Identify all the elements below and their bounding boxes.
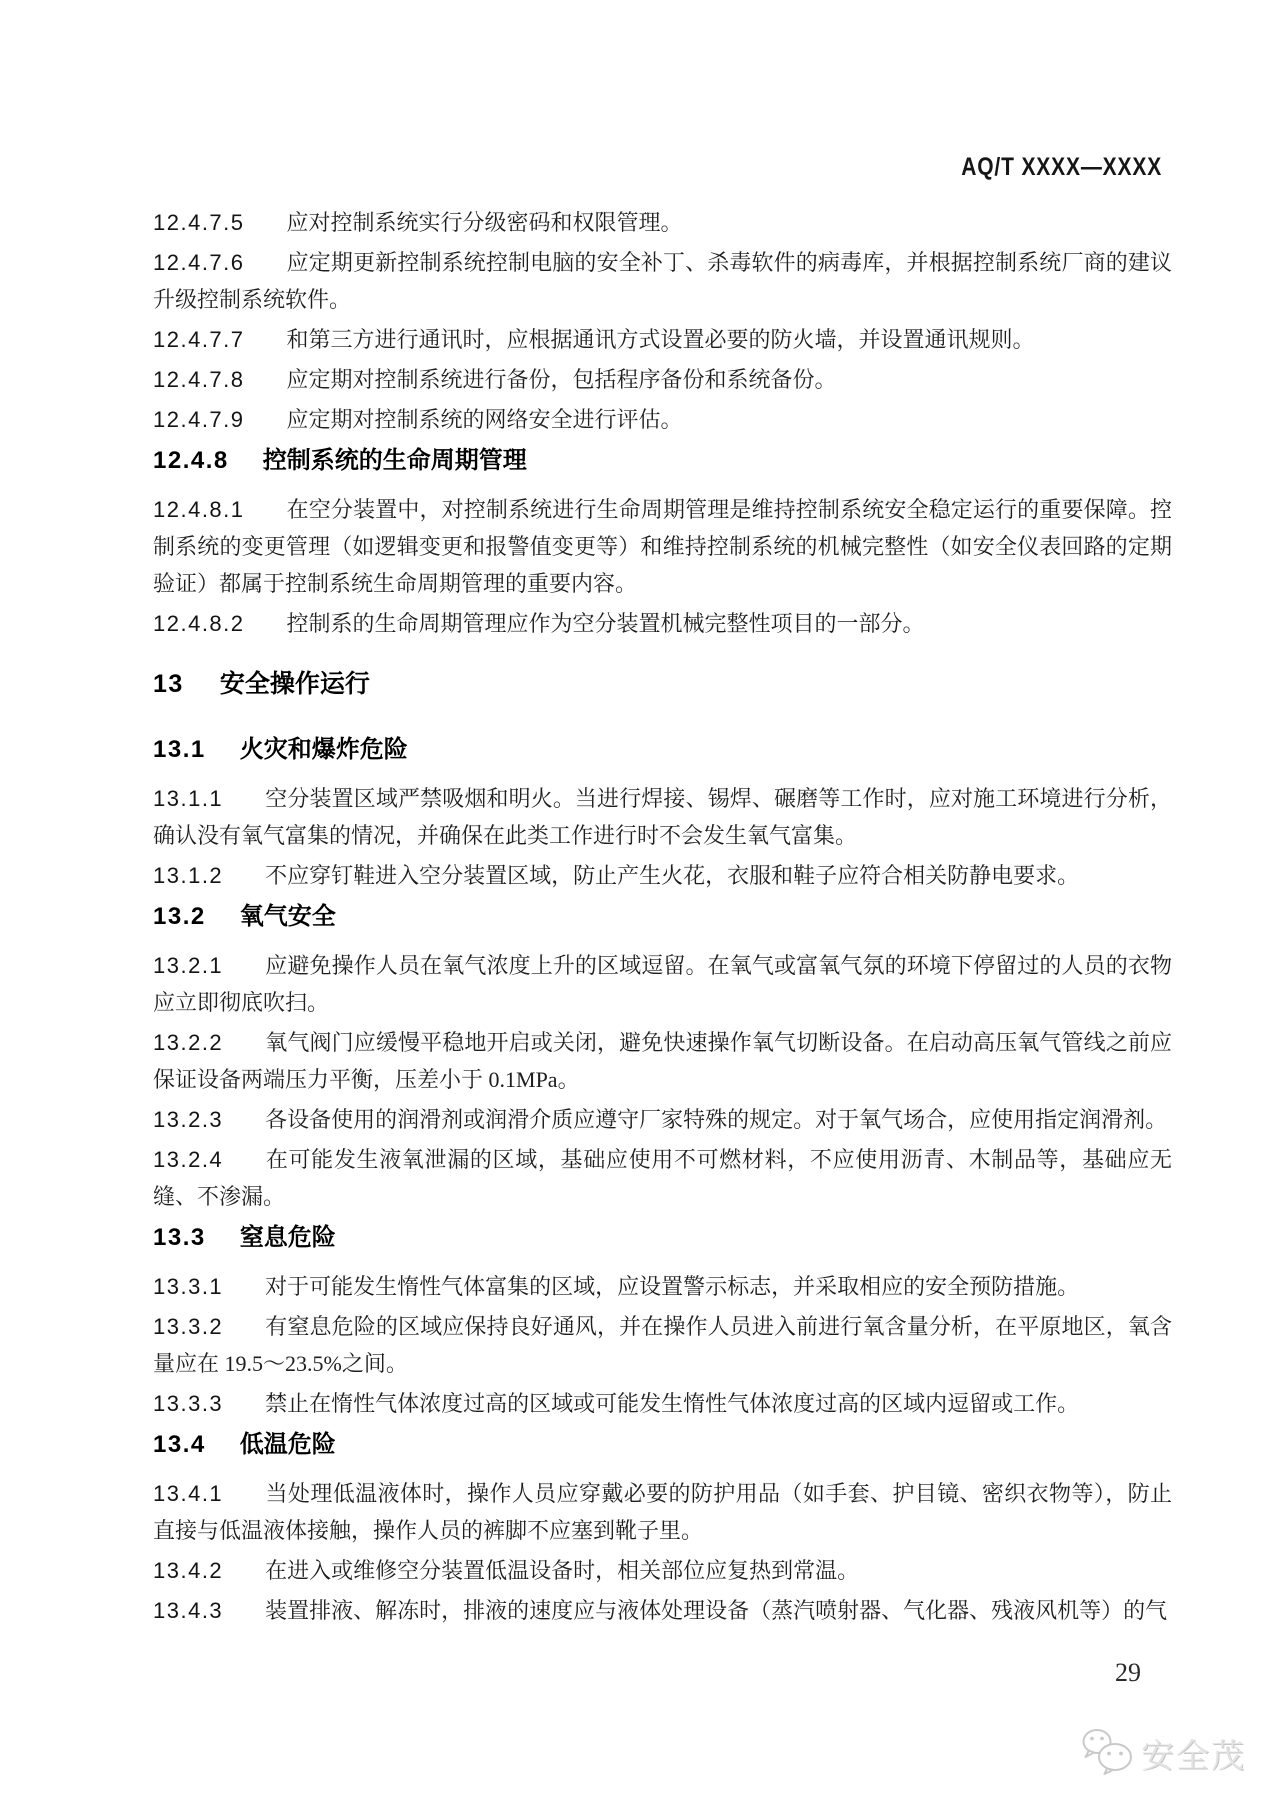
clause-number: 13.1 xyxy=(153,736,206,763)
clause-number: 13.1.2 xyxy=(153,863,224,888)
clause-text: 安全操作运行 xyxy=(219,670,370,698)
clause-number: 12.4.8.2 xyxy=(153,611,245,636)
clause-text: 不应穿钉鞋进入空分装置区域，防止产生火花，衣服和鞋子应符合相关防静电要求。 xyxy=(265,863,1080,888)
clause-number: 12.4.7.6 xyxy=(153,250,245,275)
clause-number: 13.2.2 xyxy=(153,1030,224,1055)
clause-paragraph xyxy=(153,1024,1172,1098)
watermark-text: 安全茂 xyxy=(1141,1737,1246,1774)
clause-number: 13.3.3 xyxy=(153,1391,224,1416)
clause-text: 在可能发生液氧泄漏的区域，基础应使用不可燃材料，不应使用沥青、木制品等，基础应无缝、不渗漏。 xyxy=(153,1147,1172,1209)
clause-number: 13.3.2 xyxy=(153,1314,224,1339)
clause-number: 13.4.3 xyxy=(153,1598,224,1623)
clause-number: 13 xyxy=(153,670,184,698)
clause-number: 13.2.4 xyxy=(153,1147,224,1172)
clause-paragraph xyxy=(153,491,1172,602)
clause-paragraph xyxy=(153,1141,1172,1215)
clause-number: 13.1.1 xyxy=(153,786,224,811)
section-heading xyxy=(153,1426,1172,1463)
clause-text: 对于可能发生惰性气体富集的区域，应设置警示标志，并采取相应的安全预防措施。 xyxy=(265,1274,1080,1299)
clause-text: 应定期对控制系统的网络安全进行评估。 xyxy=(286,407,683,432)
clause-paragraph xyxy=(153,1308,1172,1382)
clause-number: 12.4.7.8 xyxy=(153,367,245,392)
clause-number: 12.4.7.7 xyxy=(153,327,245,352)
clause-text: 当处理低温液体时，操作人员应穿戴必要的防护用品（如手套、护目镜、密织衣物等），防止直接与低温液体接触，操作人员的裤脚不应塞到靴子里。 xyxy=(153,1481,1172,1543)
document-body xyxy=(153,204,1172,1632)
clause-paragraph xyxy=(153,244,1172,318)
section-heading xyxy=(153,731,1172,768)
clause-text: 装置排液、解冻时，排液的速度应与液体处理设备（蒸汽喷射器、气化器、残液风机等）的气 xyxy=(265,1598,1168,1623)
clause-number: 12.4.7.9 xyxy=(153,407,245,432)
standard-code-header: AQ/T XXXX—XXXX xyxy=(961,153,1162,181)
clause-number: 13.2.3 xyxy=(153,1107,224,1132)
clause-paragraph xyxy=(153,401,1172,438)
clause-text: 控制系统的生命周期管理 xyxy=(262,447,527,474)
clause-number: 12.4.8 xyxy=(153,447,229,474)
clause-text: 空分装置区域严禁吸烟和明火。当进行焊接、锡焊、碾磨等工作时，应对施工环境进行分析，确认没有氧气富集的情况，并确保在此类工作进行时不会发生氧气富集。 xyxy=(153,786,1172,848)
clause-number: 12.4.7.5 xyxy=(153,210,245,235)
clause-paragraph xyxy=(153,780,1172,854)
clause-number: 13.2 xyxy=(153,903,206,930)
clause-paragraph xyxy=(153,1101,1172,1138)
clause-text: 应定期更新控制系统控制电脑的安全补丁、杀毒软件的病毒库，并根据控制系统厂商的建议升级控制系统软件。 xyxy=(153,250,1172,312)
section-heading xyxy=(153,442,1172,479)
clause-text: 和第三方进行通讯时，应根据通讯方式设置必要的防火墙，并设置通讯规则。 xyxy=(286,327,1035,352)
clause-paragraph xyxy=(153,1552,1172,1589)
clause-text: 窒息危险 xyxy=(239,1224,336,1251)
clause-paragraph xyxy=(153,321,1172,358)
clause-text: 应避免操作人员在氧气浓度上升的区域逗留。在氧气或富氧气氛的环境下停留过的人员的衣物应立即彻底吹扫。 xyxy=(153,953,1172,1015)
page-number: 29 xyxy=(1115,1658,1141,1687)
clause-text: 有窒息危险的区域应保持良好通风，并在操作人员进入前进行氧含量分析，在平原地区，氧含量应在 19.5～23.5%之间。 xyxy=(153,1314,1172,1376)
clause-text: 氧气阀门应缓慢平稳地开启或关闭，避免快速操作氧气切断设备。在启动高压氧气管线之前应保证设备两端压力平衡，压差小于 0.1MPa。 xyxy=(153,1030,1172,1092)
clause-paragraph xyxy=(153,1268,1172,1305)
watermark xyxy=(1080,1727,1246,1780)
clause-number: 13.3 xyxy=(153,1224,206,1251)
clause-text: 禁止在惰性气体浓度过高的区域或可能发生惰性气体浓度过高的区域内逗留或工作。 xyxy=(265,1391,1080,1416)
clause-text: 各设备使用的润滑剂或润滑介质应遵守厂家特殊的规定。对于氧气场合，应使用指定润滑剂。 xyxy=(265,1107,1168,1132)
clause-text: 火灾和爆炸危险 xyxy=(239,736,408,763)
clause-text: 在空分装置中，对控制系统进行生命周期管理是维持控制系统安全稳定运行的重要保障。控制系统的变更管理（如逻辑变更和报警值变更等）和维持控制系统的机械完整性（如安全仪表回路的定期验证）都属于控制系统生命周期管理的重要内容。 xyxy=(153,497,1172,596)
clause-number: 13.4.1 xyxy=(153,1481,224,1506)
clause-number: 13.3.1 xyxy=(153,1274,224,1299)
wechat-icon xyxy=(1080,1727,1136,1780)
section-heading xyxy=(153,666,1172,703)
clause-paragraph xyxy=(153,1475,1172,1549)
clause-text: 在进入或维修空分装置低温设备时，相关部位应复热到常温。 xyxy=(265,1558,860,1583)
clause-paragraph xyxy=(153,857,1172,894)
clause-text: 低温危险 xyxy=(239,1431,336,1458)
clause-paragraph xyxy=(153,361,1172,398)
clause-number: 13.4.2 xyxy=(153,1558,224,1583)
clause-paragraph xyxy=(153,1592,1172,1629)
clause-paragraph xyxy=(153,947,1172,1021)
clause-text: 应对控制系统实行分级密码和权限管理。 xyxy=(286,210,683,235)
clause-paragraph xyxy=(153,1385,1172,1422)
clause-number: 12.4.8.1 xyxy=(153,497,245,522)
clause-paragraph xyxy=(153,605,1172,642)
section-heading xyxy=(153,898,1172,935)
clause-number: 13.4 xyxy=(153,1431,206,1458)
clause-text: 控制系的生命周期管理应作为空分装置机械完整性项目的一部分。 xyxy=(286,611,925,636)
clause-number: 13.2.1 xyxy=(153,953,224,978)
clause-text: 应定期对控制系统进行备份，包括程序备份和系统备份。 xyxy=(286,367,837,392)
clause-text: 氧气安全 xyxy=(239,903,336,930)
section-heading xyxy=(153,1219,1172,1256)
clause-paragraph xyxy=(153,204,1172,241)
